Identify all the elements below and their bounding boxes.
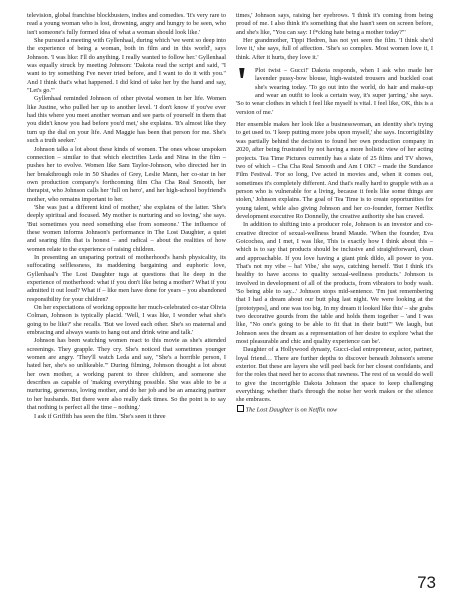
article-column-left xyxy=(27,12,226,578)
credit-line xyxy=(236,405,433,415)
article-column-right xyxy=(236,12,433,578)
pull-quote-block xyxy=(236,60,433,117)
paragraph: I ask if Griffith has seen the film. 'She's seen it three xyxy=(34,412,166,420)
paragraph: Daughter of a Hollywood dynasty, Gucci-clad entrepreneur, actor, partner, loyal friend… There are further depths to discover beneath Johnson's serene exterior. But these are layers she will peel back for her closest confidants, and for the roles that need her to access that rawness. The rest of us would do well to give the incorrigible Dakota Johnson the space to keep challenging everything; whether that's through the noise her work makes or the silence she embraces. xyxy=(236,346,433,404)
paragraph: Johnson has been watching women react to this movie as she's attended screenings. They grapple. They cry. She's noticed that sometimes younger women are angry. 'They'll watch Leda and say, "She's a horrible person, I hated her, she's so unlikeable."' During filming, Johnson thought a lot about her own mother, a working parent to three children, and someone she describes as capable of 'making everything possible. She was able to be a nurturing, generous, loving mother, and do her job and be an amazing partner to her husbands. But there were also really dark times. So the point is to say that nothing is perfect all the time – nothing.' xyxy=(27,337,226,412)
quote-mark: ' xyxy=(236,60,248,107)
paragraph: Gyllenhaal reminded Johnson of other pivotal women in her life. Women like Justine, who pulled her up to another level. 'I don't know if you've ever had this where you meet another woman and see parts of yourself in them that you didn't know you had before you'd met,' she explains. 'It's almost like they turn up the dial on your life. And Maggie has been that person for me. She's such a truth seeker.' xyxy=(27,95,226,145)
end-mark-icon xyxy=(237,405,244,412)
paragraph: In addition to shifting into a producer role, Johnson is an investor and co-creative director of sexual-wellness brand Maude. 'When the founder, Eva Goicochea, and I met, I was like, This is exactly how I think about this – which is to say that products should be inclusive and straightforward, clean and approachable. If you love having a giant pink dildo, all power to you. That's not my vibe – ha! Vibe,' she says, catching herself. 'But I think it's healthy to have access to quality sexual-wellness products.' Johnson is involved in development of all of the products, from vibrators to body wash. 'So being able to say...' Johnson stops mid-sentence. 'I'm just remembering that I had a dream about our butt plug last night. We were looking at the [prototypes], and one was too big. In my dream it looked like this' – she grabs two decorative gourds from the table and holds them together – 'and I was like, "No one's going to be able to fit that in their butt!"' We laugh, but Johnson sees the dream as a representation of her desire to explore 'what the most pleasurable and chic and quality experience can be'. xyxy=(236,221,433,346)
credit-text: The Lost Daughter is on Netflix now xyxy=(245,406,338,414)
paragraph: She pursued a meeting with Gyllenhaal, during which 'we went so deep into the experience of being a woman, both in film and in this world', says Johnson. 'I was like: I'll do anything. I really wanted to follow her.' Gyllenhaal was equally struck by meeting Johnson: 'Dakota read the script and said, "I want to try something I've never tried before, and I want to do it with you." And I think that's what happened. I did kind of take her by the hand and say, "Let's go."' xyxy=(27,37,226,95)
paragraph: Her grandmother, Tippi Hedren, has not yet seen the film. 'I think she'd love it,' she says, full of affection. 'She's so complex. Most women love it, I think. After it hurts, they love it.' xyxy=(236,37,433,61)
paragraph: On her expectations of working opposite her much-celebrated co-star Olivia Colman, Johnson is typically placid. 'Well, I was like, I wonder what she's going to be like?' she recalls. 'But we loved each other. She's so maternal and embracing and always wants to hang out and drink wine and talk.' xyxy=(27,304,226,337)
paragraph: television, global franchise blockbusters, indies and comedies. 'It's very rare to read a young woman who is lost, drowning, angry and hungry to be seen, who isn't someone's fully formed idea of what a woman should look like.' xyxy=(27,12,226,36)
pull-quote-text: Plot twist – Gucci!' Dakota responds, when I ask who made her lavender pussy-bow blouse, high-waisted trousers and buckled coat she's wearing today. 'To go out into the world, do hair and make-up and wear an outfit to look a certain way, it's super jarring,' she says. 'So to wear clothes in which I feel like myself is vital. I feel like, OK, this is a version of me.' xyxy=(236,67,433,116)
paragraph: 'She was just a different kind of mother,' she explains of the latter. 'She's deeply spiritual and focused. My mother is nurturing and so loving,' she says. 'But sometimes you need something else from someone.' The influence of these women informs Johnson's performance in The Lost Daughter, a quiet and searing film that is honest – and radical – about the realities of how women relate to the experience of raising children. xyxy=(27,203,226,253)
page-number: 73 xyxy=(417,573,436,592)
paragraph: In presenting an unsparing portrait of motherhood's harsh physicality, its suffocating selflessness, its maddening bargaining and euphoric love, Gyllenhaal's The Lost Daughter tugs at questions that lie deep in the experience of motherhood: what if you don't like being a mother? What if you admitted it out loud? What if – like men have done for years – you abandoned responsibility for your children? xyxy=(27,253,226,303)
paragraph: times,' Johnson says, raising her eyebrows. 'I think it's coming from being proud of me. I also think it's something that she hasn't seen on screen before, and she's like, "You can say: I f*cking hate being a mother today?"' xyxy=(236,12,433,36)
paragraph: Her ensemble makes her look like a businesswoman, an identity she's trying to get used to. 'I keep putting more jobs upon myself,' she says. Incorrigibility was partially behind the decision to found her own production company in 2020, after being frustrated by not having a more holistic view of her acting projects. Tea Time Pictures currently has a slate of 25 films and TV shows, two of which – Cha Cha Real Smooth and Am I OK? – made the Sundance Film Festival. 'For so long, I've acted in movies and, when it comes out, sometimes it's completely different. And that's really hard to grapple with as a person who is vulnerable for a living, because it feels like some things are stolen,' Johnson explains. The goal of Tea Time is to create opportunities for young talent, while also giving Johnson and her co-founder, former Netflix development executive Ro Donnelly, the creative authority she has craved. xyxy=(236,121,433,220)
paragraph: Johnson talks a lot about these kinds of women. The ones whose unspoken connection – similar to that which electrifies Leda and Nina in the film – pushes her to evolve. Women like Sam Taylor-Johnson, who directed her in her breakthrough role in 50 Shades of Grey, Leslie Mann, her co-star in her own production company's forthcoming film Cha Cha Real Smooth, her therapist, who Johnson calls her 'full on hero', and her high-school boyfriend's mother, who remains important to her. xyxy=(27,145,226,203)
